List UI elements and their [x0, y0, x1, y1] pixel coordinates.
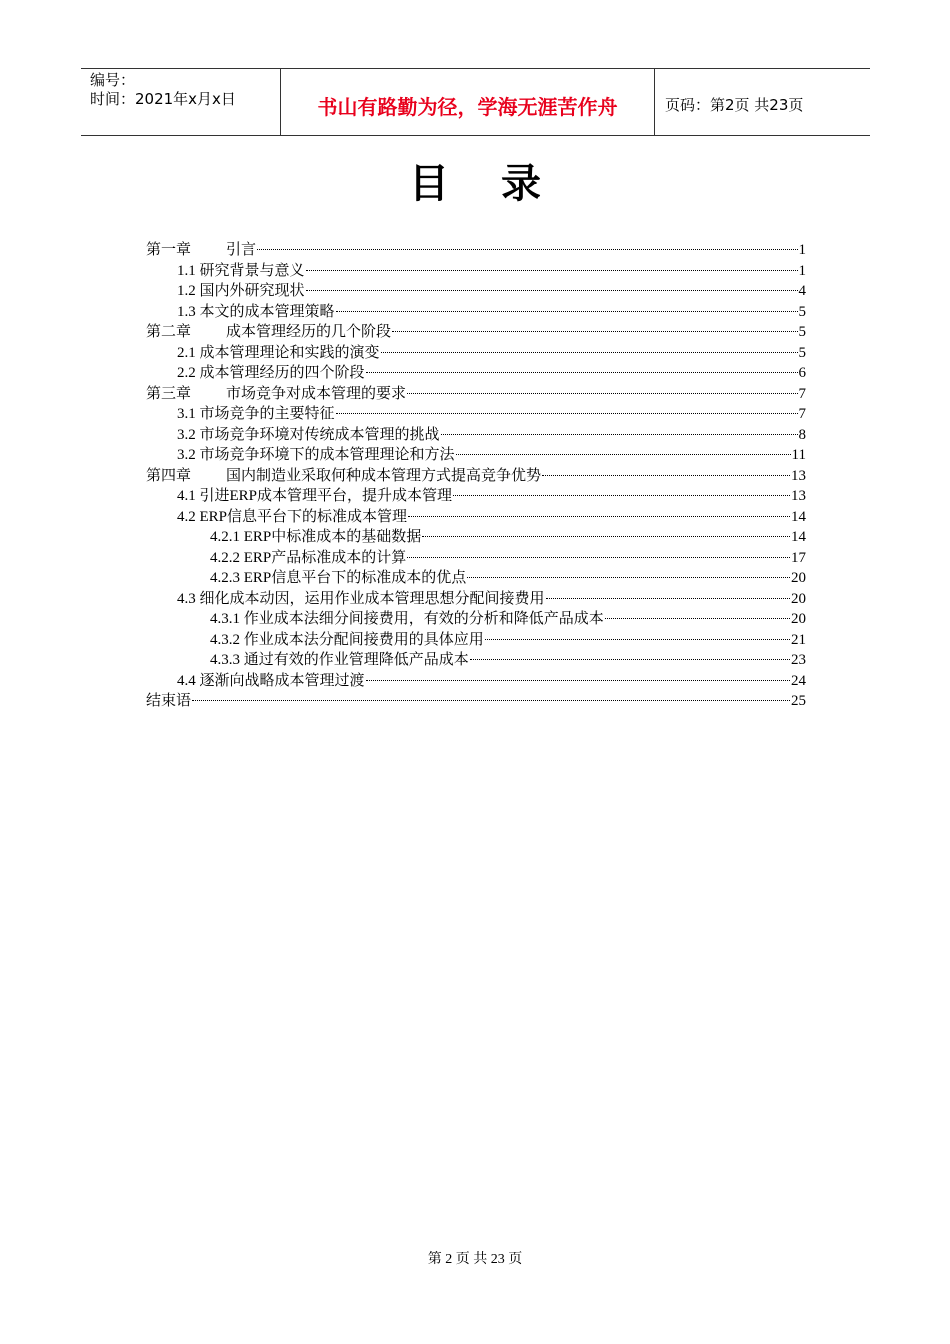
toc-entry-text: 国内制造业采取何种成本管理方式提高竞争优势 — [226, 467, 542, 484]
header-meta — [81, 69, 281, 135]
table-of-contents — [146, 240, 806, 712]
toc-entry[interactable] — [146, 343, 806, 364]
toc-page-number: 4 — [798, 283, 806, 299]
toc-entry-label — [146, 322, 391, 343]
toc-entry-text: 3.2 市场竞争环境对传统成本管理的挑战 — [177, 426, 440, 443]
toc-entry[interactable] — [146, 589, 806, 610]
toc-page-number: 1 — [798, 262, 806, 279]
toc-page-number: 20 — [791, 570, 806, 586]
toc-entry-text: 3.2 市场竞争环境下的成本管理理论和方法 — [177, 447, 455, 463]
toc-leader-dots — [542, 475, 790, 476]
toc-entry-label — [210, 548, 406, 569]
toc-entry-label — [210, 630, 484, 651]
toc-entry[interactable] — [146, 425, 806, 446]
toc-entry-text: 2.2 成本管理经历的四个阶段 — [177, 365, 365, 381]
toc-chapter-number: 第三章 — [146, 385, 192, 402]
toc-entry[interactable] — [146, 281, 806, 302]
toc-leader-dots — [456, 454, 791, 455]
toc-entry-text: 3.1 市场竞争的主要特征 — [177, 406, 335, 422]
toc-page-number: 13 — [791, 467, 806, 484]
toc-entry-label — [146, 691, 191, 712]
header-motto: 书山有路勤为径，学海无涯苦作舟 — [281, 69, 655, 135]
toc-leader-dots — [381, 352, 798, 353]
toc-leader-dots — [306, 290, 798, 291]
toc-entry[interactable] — [146, 404, 806, 425]
toc-leader-dots — [453, 495, 790, 496]
toc-entry-text: 市场竞争对成本管理的要求 — [226, 385, 407, 402]
toc-entry-label — [177, 671, 365, 692]
document-date: 时间：2021年x月x日 — [90, 90, 236, 108]
toc-entry[interactable] — [146, 650, 806, 671]
toc-entry-label — [177, 404, 335, 425]
toc-entry-label — [210, 609, 604, 630]
toc-entry-text: 4.3.3 通过有效的作业管理降低产品成本 — [210, 652, 469, 668]
toc-entry[interactable] — [146, 630, 806, 651]
toc-page-number: 25 — [791, 693, 806, 709]
toc-entry[interactable] — [146, 445, 806, 466]
toc-entry[interactable] — [146, 527, 806, 548]
toc-page-number: 20 — [791, 590, 806, 607]
toc-entry-text: 引言 — [226, 242, 257, 258]
toc-page-number: 7 — [798, 406, 806, 422]
toc-leader-dots — [441, 434, 798, 435]
toc-page-number: 24 — [791, 672, 806, 689]
toc-page-number: 21 — [791, 631, 806, 648]
toc-entry[interactable] — [146, 507, 806, 528]
toc-entry[interactable] — [146, 240, 806, 261]
toc-page-number: 11 — [791, 447, 806, 463]
toc-entry-label — [146, 240, 256, 261]
toc-entry-label — [177, 589, 545, 610]
toc-entry-text: 2.1 成本管理理论和实践的演变 — [177, 344, 380, 361]
toc-entry-text: 4.2.1 ERP中标准成本的基础数据 — [210, 529, 422, 545]
toc-page-number: 14 — [791, 508, 806, 525]
toc-entry-label — [177, 507, 407, 528]
toc-entry-label — [210, 527, 421, 548]
toc-entry[interactable] — [146, 302, 806, 323]
toc-entry-text: 4.3.2 作业成本法分配间接费用的具体应用 — [210, 631, 484, 648]
page-footer: 第 2 页 共 23 页 — [427, 1252, 523, 1267]
toc-leader-dots — [407, 393, 797, 394]
toc-entry-text: 4.2.3 ERP信息平台下的标准成本的优点 — [210, 570, 467, 586]
toc-page-number: 5 — [798, 303, 806, 320]
toc-page-number: 17 — [791, 549, 806, 566]
toc-entry-text: 4.3 细化成本动因，运用作业成本管理思想分配间接费用 — [177, 590, 545, 607]
toc-entry-text: 1.3 本文的成本管理策略 — [177, 303, 335, 320]
toc-leader-dots — [467, 577, 790, 578]
toc-entry-text: 结束语 — [146, 693, 192, 709]
toc-page-number: 8 — [798, 426, 806, 443]
toc-entry-text: 成本管理经历的几个阶段 — [226, 324, 392, 340]
page-title: 目录 — [409, 161, 593, 207]
toc-leader-dots — [407, 557, 790, 558]
toc-entry[interactable] — [146, 691, 806, 712]
toc-page-number: 5 — [798, 344, 806, 361]
toc-entry-label — [177, 486, 452, 507]
toc-leader-dots — [422, 536, 790, 537]
toc-entry-label — [210, 568, 466, 589]
toc-leader-dots — [485, 639, 790, 640]
toc-entry-label — [177, 281, 305, 302]
toc-entry[interactable] — [146, 466, 806, 487]
toc-leader-dots — [470, 659, 790, 660]
toc-entry[interactable] — [146, 486, 806, 507]
toc-entry[interactable] — [146, 384, 806, 405]
toc-entry[interactable] — [146, 261, 806, 282]
toc-entry[interactable] — [146, 548, 806, 569]
toc-leader-dots — [392, 331, 797, 332]
toc-page-number: 5 — [798, 324, 806, 340]
toc-leader-dots — [408, 516, 790, 517]
toc-page-number: 14 — [791, 529, 806, 545]
toc-entry-label — [146, 466, 541, 487]
toc-leader-dots — [546, 598, 790, 599]
toc-leader-dots — [336, 413, 798, 414]
toc-leader-dots — [336, 311, 798, 312]
toc-leader-dots — [192, 700, 790, 701]
toc-entry-text: 1.2 国内外研究现状 — [177, 283, 305, 299]
document-number-label: 编号： — [90, 71, 136, 89]
toc-entry-label — [146, 384, 406, 405]
toc-entry[interactable] — [146, 322, 806, 343]
toc-entry-label — [177, 261, 305, 282]
toc-leader-dots — [366, 680, 790, 681]
toc-page-number: 6 — [798, 365, 806, 381]
toc-page-number: 20 — [791, 611, 806, 627]
toc-entry-label — [177, 363, 365, 384]
toc-entry-text: 4.1 引进ERP成本管理平台，提升成本管理 — [177, 488, 453, 504]
toc-page-number: 1 — [798, 242, 806, 258]
toc-entry[interactable] — [146, 568, 806, 589]
toc-entry-label — [177, 343, 380, 364]
toc-entry[interactable] — [146, 609, 806, 630]
toc-entry-label — [177, 302, 335, 323]
toc-leader-dots — [366, 372, 798, 373]
toc-entry-label — [177, 445, 455, 466]
toc-page-number: 7 — [798, 385, 806, 402]
toc-entry-label — [177, 425, 440, 446]
toc-entry-text: 4.3.1 作业成本法细分间接费用，有效的分析和降低产品成本 — [210, 611, 604, 627]
toc-entry-label — [210, 650, 469, 671]
toc-page-number: 23 — [791, 652, 806, 668]
toc-entry-text: 4.2 ERP信息平台下的标准成本管理 — [177, 508, 408, 525]
toc-leader-dots — [605, 618, 790, 619]
toc-entry-text: 1.1 研究背景与意义 — [177, 262, 305, 279]
toc-chapter-number: 第二章 — [146, 324, 192, 340]
toc-page-number: 13 — [791, 488, 806, 504]
page-header — [81, 68, 870, 136]
header-page-info: 页码：第2页 共23页 — [665, 95, 804, 114]
toc-chapter-number: 第四章 — [146, 467, 192, 484]
toc-leader-dots — [306, 270, 798, 271]
toc-leader-dots — [257, 249, 797, 250]
toc-entry[interactable] — [146, 363, 806, 384]
toc-chapter-number: 第一章 — [146, 242, 192, 258]
toc-entry-text: 4.4 逐渐向战略成本管理过渡 — [177, 672, 365, 689]
toc-entry[interactable] — [146, 671, 806, 692]
toc-entry-text: 4.2.2 ERP产品标准成本的计算 — [210, 549, 407, 566]
